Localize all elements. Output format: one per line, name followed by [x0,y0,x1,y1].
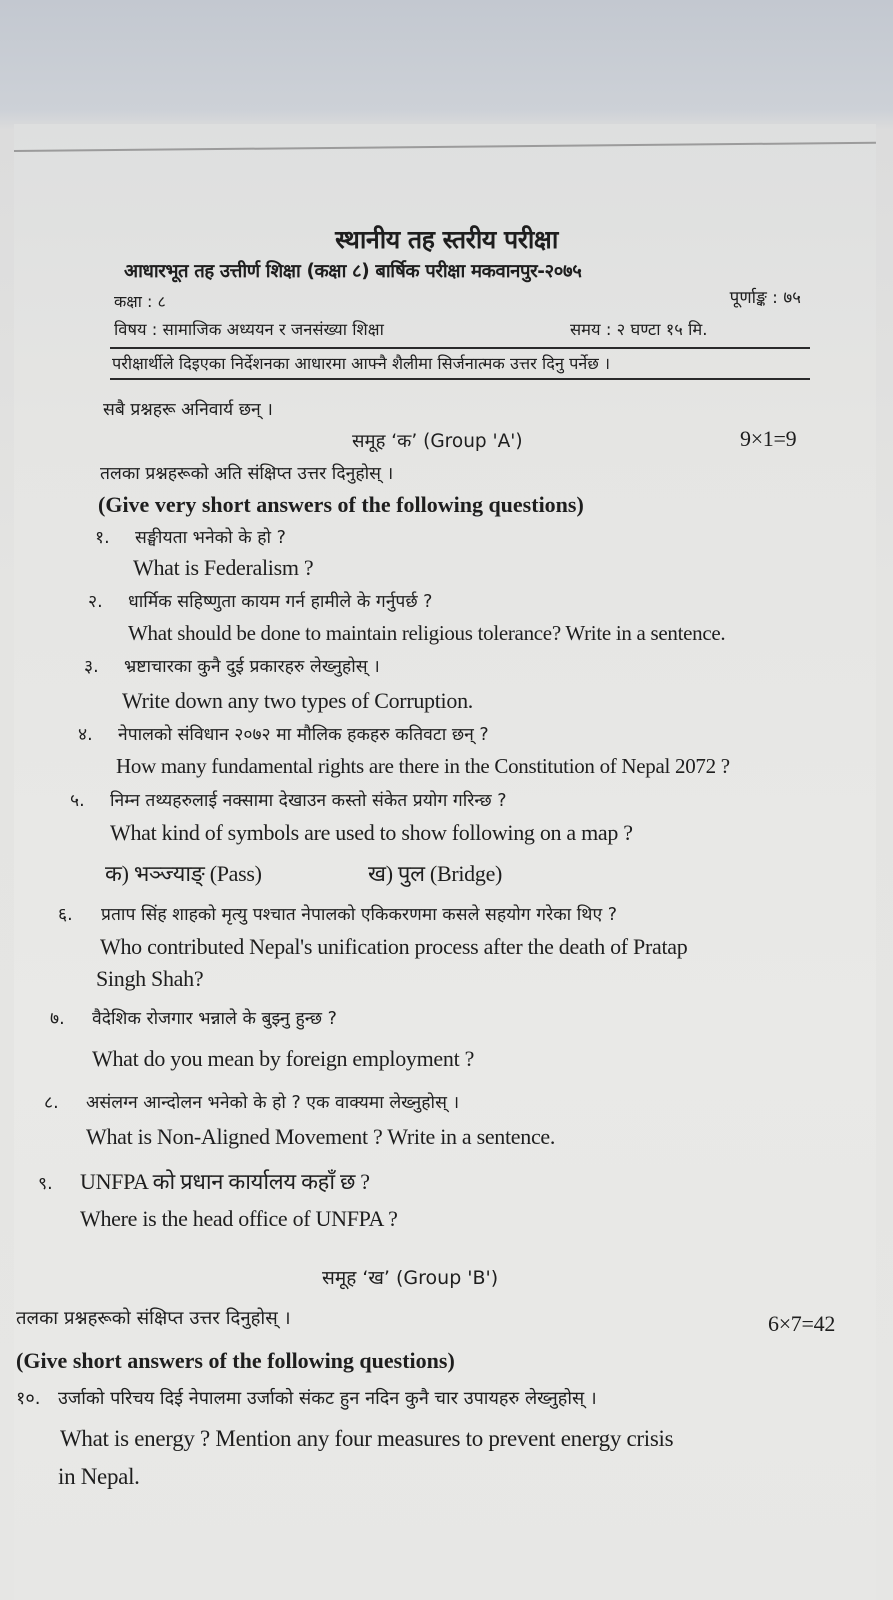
compulsory-note: सबै प्रश्नहरू अनिवार्य छन् । [103,400,273,420]
question-3: ३. भ्रष्टाचारका कुनै दुई प्रकारहरु लेख्नुहोस् । [84,657,380,677]
subject-label: विषय : सामाजिक अध्ययन र जनसंख्या शिक्षा [114,320,384,339]
group-a-instruction-en: (Give very short answers of the following questions) [98,492,584,517]
exam-subtitle: आधारभूत तह उत्तीर्ण शिक्षा (कक्षा ८) बार्षिक परीक्षा मकवानपुर-२०७५ [124,261,582,282]
question-6-en-cont: Singh Shah? [96,966,204,991]
group-a-marks: 9×1=9 [740,426,797,451]
question-8-en: What is Non-Aligned Movement ? Write in a sentence. [86,1124,556,1149]
question-9: ९. UNFPA को प्रधान कार्यालय कहाँ छ ? [38,1169,370,1194]
group-a-heading: समूह ‘क’ (Group 'A') [352,431,523,452]
question-10-en-cont: in Nepal. [58,1464,140,1489]
header-rule-top [110,347,810,349]
group-b-marks: 6×7=42 [768,1311,836,1336]
question-10: १०. उर्जाको परिचय दिई नेपालमा उर्जाको संकट हुन नदिन कुनै चार उपायहरु लेख्नुहोस् । [16,1388,597,1409]
question-5-en: What kind of symbols are used to show following on a map ? [110,820,633,845]
question-9-en: Where is the head office of UNFPA ? [80,1206,398,1231]
question-2: २. धार्मिक सहिष्णुता कायम गर्न हामीले के गर्नुपर्छ ? [88,592,433,612]
question-7-en: What do you mean by foreign employment ? [92,1046,475,1071]
group-b-heading: समूह ‘ख’ (Group 'B') [322,1267,499,1289]
question-5-option-a: क) भञ्ज्याङ् (Pass) [105,861,262,886]
question-3-en: Write down any two types of Corruption. [122,688,473,713]
question-4-en: How many fundamental rights are there in the Constitution of Nepal 2072 ? [116,754,730,778]
question-1-en: What is Federalism ? [133,555,314,580]
header-rule-bottom [110,378,810,380]
question-2-en: What should be done to maintain religious tolerance? Write in a sentence. [128,621,726,645]
question-5: ५. निम्न तथ्यहरुलाई नक्सामा देखाउन कस्तो संकेत प्रयोग गरिन्छ ? [70,791,507,811]
question-5-option-b: ख) पुल (Bridge) [368,861,503,886]
question-7: ७. वैदेशिक रोजगार भन्नाले के बुझ्नु हुन्छ ? [50,1009,337,1029]
full-marks: पूर्णाङ्क : ७५ [729,288,801,308]
question-4: ४. नेपालको संविधान २०७२ मा मौलिक हकहरु कतिवटा छन् ? [78,725,489,745]
time-label: समय : २ घण्टा १५ मि. [570,320,708,339]
question-1: १. सङ्घीयता भनेको के हो ? [95,528,286,548]
group-b-instruction-en: (Give short answers of the following questions) [16,1348,455,1373]
class-label: कक्षा : ८ [114,292,166,311]
instruction-text: परीक्षार्थीले दिइएका निर्देशनका आधारमा आफ्नै शैलीमा सिर्जनात्मक उत्तर दिनु पर्नेछ । [112,354,611,373]
group-a-instruction-np: तलका प्रश्नहरूको अति संक्षिप्त उत्तर दिनुहोस् । [100,464,394,484]
question-6-en: Who contributed Nepal's unification process after the death of Pratap [100,934,688,959]
question-8: ८. असंलग्न आन्दोलन भनेको के हो ? एक वाक्यमा लेख्नुहोस् । [44,1093,460,1113]
exam-title: स्थानीय तह स्तरीय परीक्षा [335,225,558,254]
question-10-en: What is energy ? Mention any four measures to prevent energy crisis [60,1426,674,1451]
question-6: ६. प्रताप सिंह शाहको मृत्यु पश्चात नेपालको एकिकरणमा कसले सहयोग गरेका थिए ? [58,905,618,925]
group-b-instruction-np: तलका प्रश्नहरूको संक्षिप्त उत्तर दिनुहोस् । [16,1308,291,1329]
